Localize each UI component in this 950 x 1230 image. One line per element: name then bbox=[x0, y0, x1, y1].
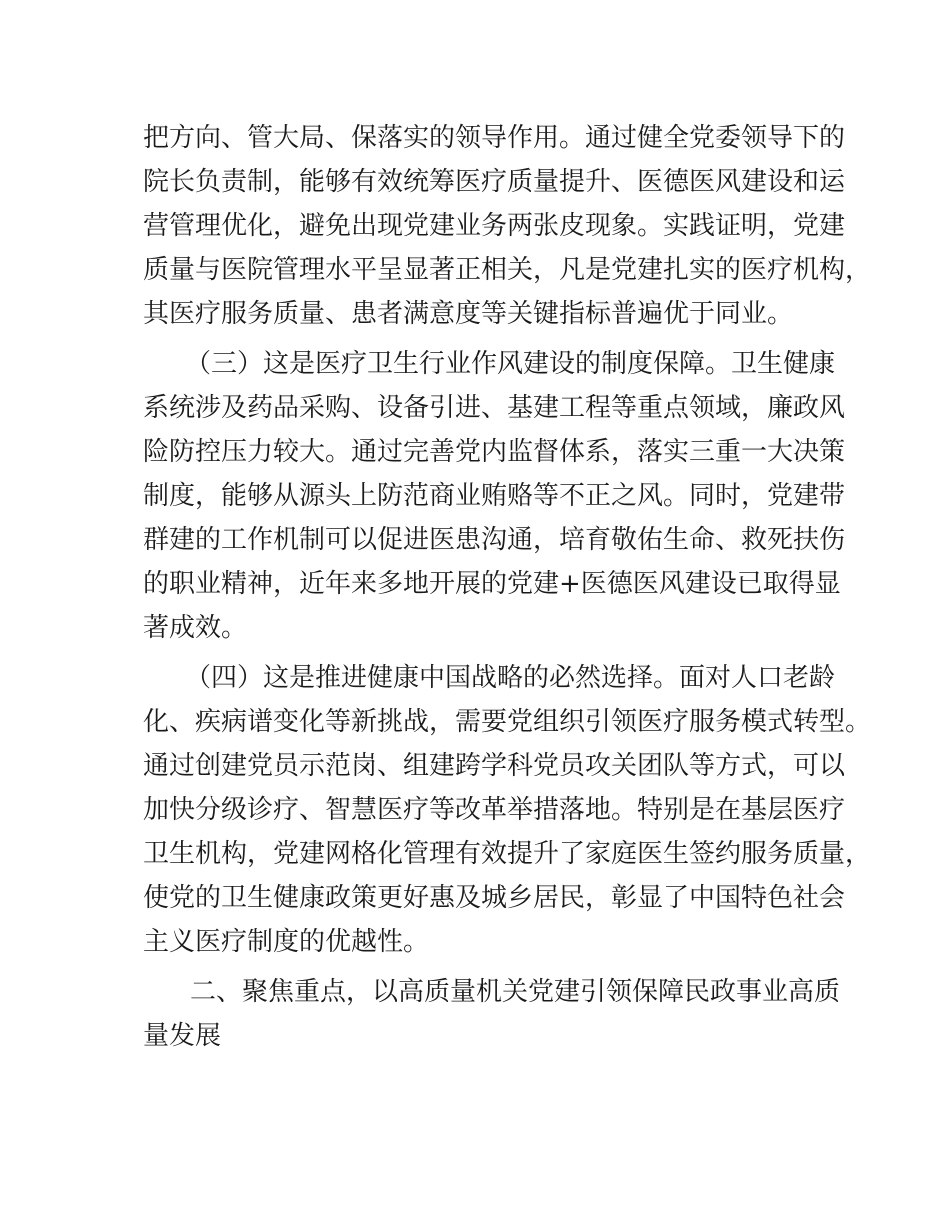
text-line: 把方向、管大局、保落实的领导作用。通过健全党委领导下的 bbox=[143, 123, 846, 153]
text-line: 其医疗服务质量、患者满意度等关键指标普遍优于同业。 bbox=[143, 299, 794, 329]
text-line: 制度，能够从源头上防范商业贿赂等不正之风。同时，党建带 bbox=[143, 481, 846, 511]
text-line: 院长负责制，能够有效统筹医疗质量提升、医德医风建设和运 bbox=[143, 167, 846, 197]
text-line: 群建的工作机制可以促进医患沟通，培育敬佑生命、救死扶伤 bbox=[143, 525, 846, 555]
text-line: （四）这是推进健康中国战略的必然选择。面对人口老龄 bbox=[185, 663, 836, 693]
text-line: 的职业精神，近年来多地开展的党建+医德医风建设已取得显 bbox=[143, 569, 841, 599]
heading-line: 二、聚焦重点，以高质量机关党建引领保障民政事业高质 bbox=[190, 977, 841, 1007]
text-line: 化、疾病谱变化等新挑战，需要党组织引领医疗服务模式转型。 bbox=[143, 707, 872, 737]
text-line: 质量与医院管理水平呈显著正相关，凡是党建扎实的医疗机构， bbox=[143, 255, 872, 285]
heading-line: 量发展 bbox=[143, 1021, 222, 1051]
text-line: 著成效。 bbox=[143, 613, 248, 643]
text-line: 使党的卫生健康政策更好惠及城乡居民，彰显了中国特色社会 bbox=[143, 883, 846, 913]
text-line: 卫生机构，党建网格化管理有效提升了家庭医生签约服务质量， bbox=[143, 839, 872, 869]
text-line: 营管理优化，避免出现党建业务两张皮现象。实践证明，党建 bbox=[143, 211, 846, 241]
text-line: 主义医疗制度的优越性。 bbox=[143, 927, 430, 957]
text-line: 险防控压力较大。通过完善党内监督体系，落实三重一大决策 bbox=[143, 437, 846, 467]
text-line: 加快分级诊疗、智慧医疗等改革举措落地。特别是在基层医疗 bbox=[143, 795, 846, 825]
text-line: 系统涉及药品采购、设备引进、基建工程等重点领域，廉政风 bbox=[143, 393, 846, 423]
text-line: 通过创建党员示范岗、组建跨学科党员攻关团队等方式，可以 bbox=[143, 751, 846, 781]
text-line: （三）这是医疗卫生行业作风建设的制度保障。卫生健康 bbox=[185, 349, 836, 379]
